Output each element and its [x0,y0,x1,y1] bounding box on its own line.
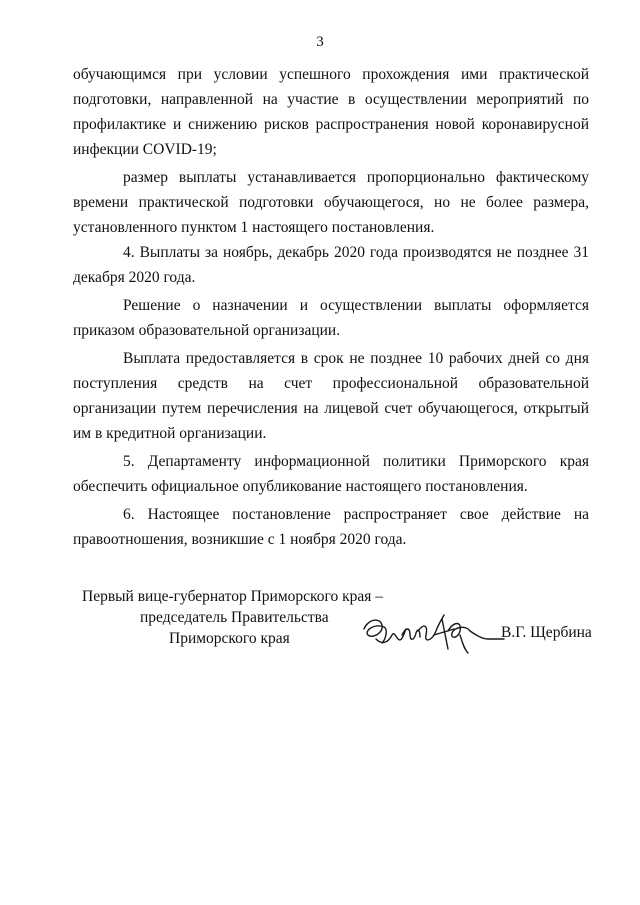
signatory-position-line-3: Приморского края [169,630,290,647]
paragraph-item-6: 6. Настоящее постановление распространяет свое действие на правоотношения, возникшие с 1 ноября 2020 года. [73,506,589,548]
signature-block [0,587,640,677]
paragraph-continuation: обучающимся при условии успешного прохождения ими практической подготовки, направленной на участие в осуществлении мероприятий по профилактике и снижению рисков распространения новой коронавирусной инфекции COVID-19; [73,66,589,158]
signatory-name: В.Г. Щербина [501,624,592,641]
paragraph-decision: Решение о назначении и осуществлении выплаты оформляется приказом образовательной организации. [73,297,589,339]
page-number: 3 [316,34,324,50]
signatory-position-line-2: председатель Правительства [140,609,329,626]
paragraph-payment-term: Выплата предоставляется в срок не позднее 10 рабочих дней со дня поступления средств на счет профессиональной образовательной организации путем перечисления на лицевой счет обучающегося, открытый им в кредитной организации. [73,350,589,442]
document-body [73,62,589,552]
signatory-position-line-1: Первый вице-губернатор Приморского края – [82,588,384,605]
paragraph-payment-size: размер выплаты устанавливается пропорционально фактическому времени практической подготовки обучающегося, но не более размера, установленного пунктом 1 настоящего постановления. [73,169,589,236]
paragraph-item-5: 5. Департаменту информационной политики Приморского края обеспечить официальное опубликование настоящего постановления. [73,453,589,495]
handwritten-signature [358,609,508,657]
paragraph-item-4: 4. Выплаты за ноябрь, декабрь 2020 года производятся не позднее 31 декабря 2020 года. [73,244,589,286]
